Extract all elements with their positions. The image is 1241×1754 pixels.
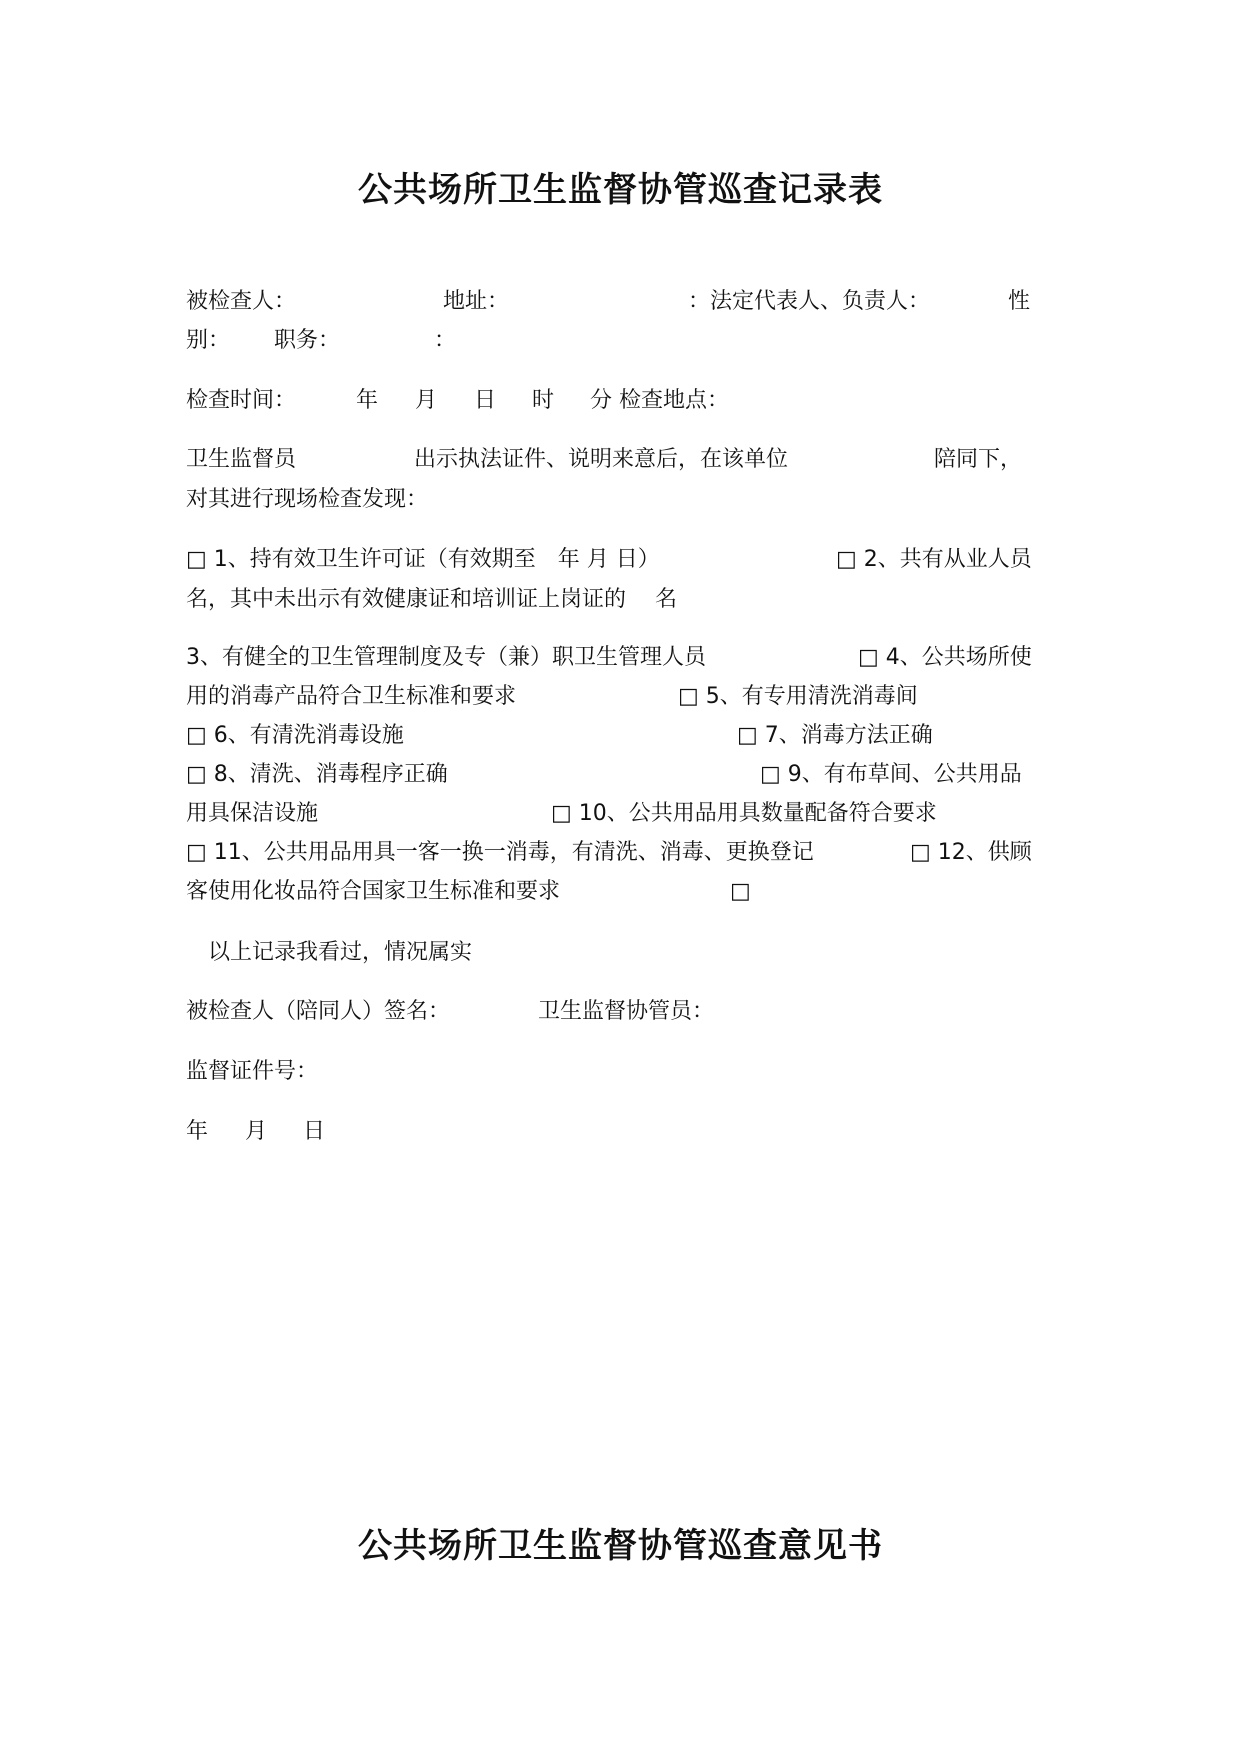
checklist-item-6: □ 6、有清洗消毒设施	[186, 723, 404, 748]
address-colon: ：	[688, 289, 711, 314]
checklist-item-11: □ 11、公共用品用具一客一换一消毒，有清洗、消毒、更换登记	[186, 840, 814, 865]
time-year: 年	[356, 388, 379, 413]
checklist-item-5: □ 5、有专用清洗消毒间	[678, 684, 918, 709]
checklist-item-4: □ 4、公共场所使	[858, 645, 1032, 670]
time-day: 日	[474, 388, 497, 413]
gender-label-part2: 别：	[186, 328, 231, 353]
time-minute-and-place: 分 检查地点：	[590, 388, 729, 413]
checklist-item-9-cont: 用具保洁设施	[186, 801, 319, 826]
checklist-item-2: □ 2、共有从业人员	[836, 547, 1032, 572]
checklist-item-12: □ 12、供顾	[910, 840, 1032, 865]
inspection-time-label: 检查时间：	[186, 388, 297, 413]
checklist-item-7: □ 7、消毒方法正确	[737, 723, 933, 748]
address-label: 地址：	[443, 289, 510, 314]
checklist-item-8: □ 8、清洗、消毒程序正确	[186, 762, 448, 787]
position-label: 职务：	[274, 328, 341, 353]
second-document-title: 公共场所卫生监督协管巡查意见书	[358, 1526, 883, 1566]
intro-middle: 出示执法证件、说明来意后，在该单位	[414, 447, 789, 472]
time-hour: 时	[532, 388, 555, 413]
inspected-party-label: 被检查人：	[186, 289, 297, 314]
supervisor-label: 卫生监督员	[186, 447, 297, 472]
intro-end: 陪同下，	[934, 447, 1023, 472]
date-year: 年	[186, 1119, 209, 1144]
legal-rep-label: 法定代表人、负责人：	[710, 289, 931, 314]
checklist-item-10: □ 10、公共用品用具数量配备符合要求	[551, 801, 937, 826]
checklist-item-9: □ 9、有布草间、公共用品	[760, 762, 1022, 787]
date-day: 日	[303, 1119, 326, 1144]
checklist-item-1: □ 1、持有效卫生许可证（有效期至 年 月 日）	[186, 547, 660, 572]
document-title: 公共场所卫生监督协管巡查记录表	[358, 170, 883, 210]
checklist-item-2-cont: 名，其中未出示有效健康证和培训证上岗证的 名	[186, 587, 677, 612]
position-colon: ：	[434, 328, 457, 353]
checklist-item-3: 3、有健全的卫生管理制度及专（兼）职卫生管理人员	[186, 645, 706, 670]
intro-line2: 对其进行现场检查发现：	[186, 487, 429, 512]
confirmation-text: 以上记录我看过，情况属实	[208, 940, 473, 965]
checklist-item-12-checkbox: □	[730, 879, 751, 904]
gender-label-part1: 性	[1008, 289, 1031, 314]
checklist-item-4-cont: 用的消毒产品符合卫生标准和要求	[186, 684, 517, 709]
inspected-signature-label: 被检查人（陪同人）签名：	[186, 999, 451, 1024]
checklist-item-12-cont: 客使用化妆品符合国家卫生标准和要求	[186, 879, 561, 904]
date-month: 月	[245, 1119, 268, 1144]
certificate-number-label: 监督证件号：	[186, 1059, 319, 1084]
coordinator-label: 卫生监督协管员：	[538, 999, 715, 1024]
time-month: 月	[415, 388, 438, 413]
